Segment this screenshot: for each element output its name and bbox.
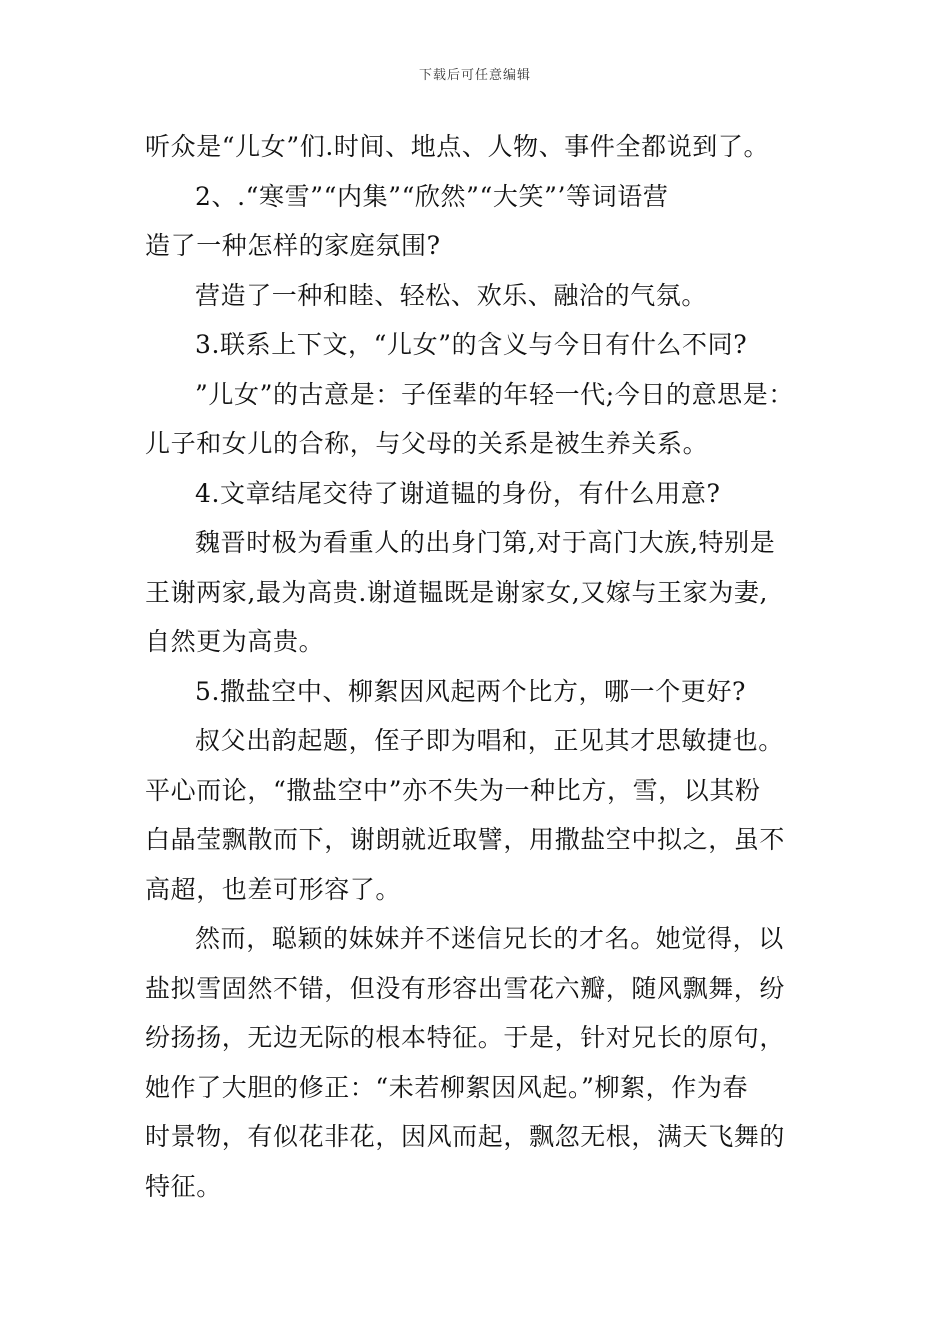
text-line: 营造了一种和睦、轻松、欢乐、融洽的气氛。: [195, 280, 708, 310]
text-line: 5.撒盐空中、柳絮因风起两个比方，哪一个更好?: [195, 676, 747, 706]
text-line: 儿子和女儿的合称，与父母的关系是被生养关系。: [145, 429, 709, 458]
text-line: 自然更为高贵。: [145, 627, 325, 656]
text-line: 2、.“寒雪”“内集”“欣然”“大笑”’等词语营: [195, 181, 669, 211]
text-line: 叔父出韵起题，侄子即为唱和，正见其才思敏捷也。: [195, 726, 784, 755]
text-line: 特征。: [145, 1171, 222, 1201]
text-line: 然而，聪颖的妹妹并不迷信兄长的才名。她觉得，以: [195, 924, 784, 953]
text-line: ”儿女”的古意是：子侄辈的年轻一代;今日的意思是：: [195, 379, 794, 409]
text-line: 白晶莹飘散而下，谢朗就近取譬，用撒盐空中拟之，虽不: [145, 825, 786, 854]
text-line: 4.文章结尾交待了谢道韫的身份，有什么用意?: [195, 478, 721, 508]
text-line: 纷扬扬，无边无际的根本特征。于是，针对兄长的原句，: [145, 1023, 786, 1052]
text-line: 时景物，有似花非花，因风而起，飘忽无根，满天飞舞的: [145, 1122, 786, 1151]
text-line: 盐拟雪固然不错，但没有形容出雪花六瓣，随风飘舞，纷: [145, 973, 786, 1003]
text-line: 平心而论，“撒盐空中”亦不失为一种比方，雪，以其粉: [145, 775, 761, 805]
text-line: 高超，也差可形容了。: [145, 874, 402, 904]
text-line: 魏晋时极为看重人的出身门第,对于高门大族,特别是: [195, 528, 776, 557]
document-body: [145, 122, 815, 1211]
text-line: 3.联系上下文，“儿女”的含义与今日有什么不同?: [195, 330, 748, 359]
text-line: 造了一种怎样的家庭氛围?: [145, 231, 441, 260]
text-line: 王谢两家,最为高贵.谢道韫既是谢家女,又嫁与王家为妻,: [145, 577, 768, 607]
text-line: 她作了大胆的修正：“未若柳絮因风起。”柳絮，作为春: [145, 1072, 749, 1102]
text-line: 听众是“儿女”们.时间、地点、人物、事件全都说到了。: [145, 132, 770, 161]
page-header: 下载后可任意编辑: [418, 68, 531, 83]
